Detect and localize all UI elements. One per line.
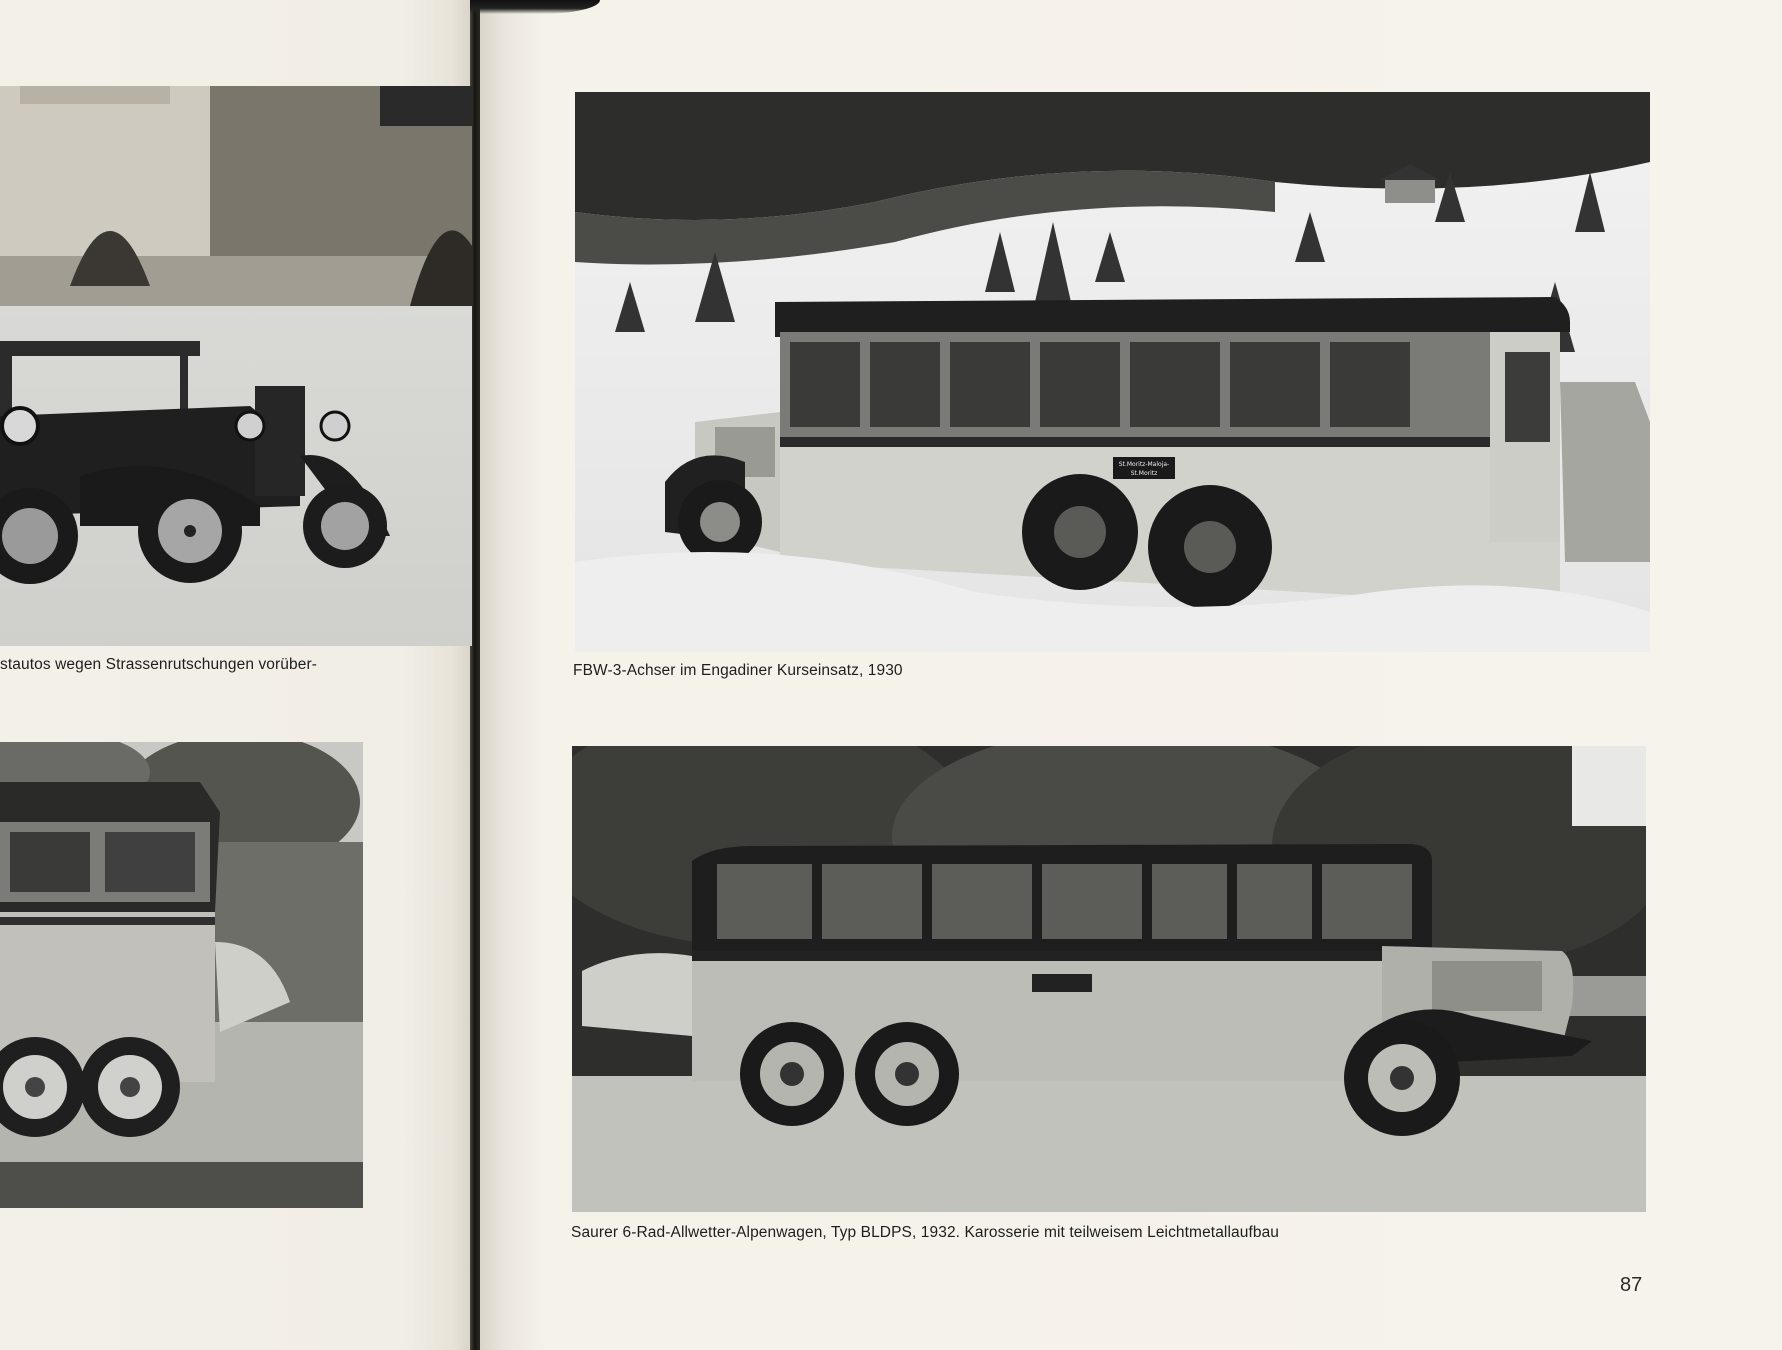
svg-text:St.Moritz: St.Moritz: [1130, 470, 1158, 477]
svg-text:St.Moritz-Maloja-: St.Moritz-Maloja-: [1118, 461, 1170, 468]
photo-bus-rear: [0, 742, 363, 1208]
photo-saurer-bus: [572, 746, 1646, 1212]
caption-left-top: stautos wegen Strassenrutschungen vorüber-: [0, 656, 317, 673]
photo-vintage-car: [0, 86, 472, 646]
caption-fbw-bus: FBW-3-Achser im Engadiner Kurseinsatz, 1930: [573, 662, 903, 679]
caption-saurer-bus: Saurer 6-Rad-Allwetter-Alpenwagen, Typ BLDPS, 1932. Karosserie mit teilweisem Leichtmetallaufbau: [571, 1224, 1280, 1241]
page-number: 87: [1620, 1274, 1643, 1296]
photo-fbw-bus-snow: [575, 92, 1650, 652]
